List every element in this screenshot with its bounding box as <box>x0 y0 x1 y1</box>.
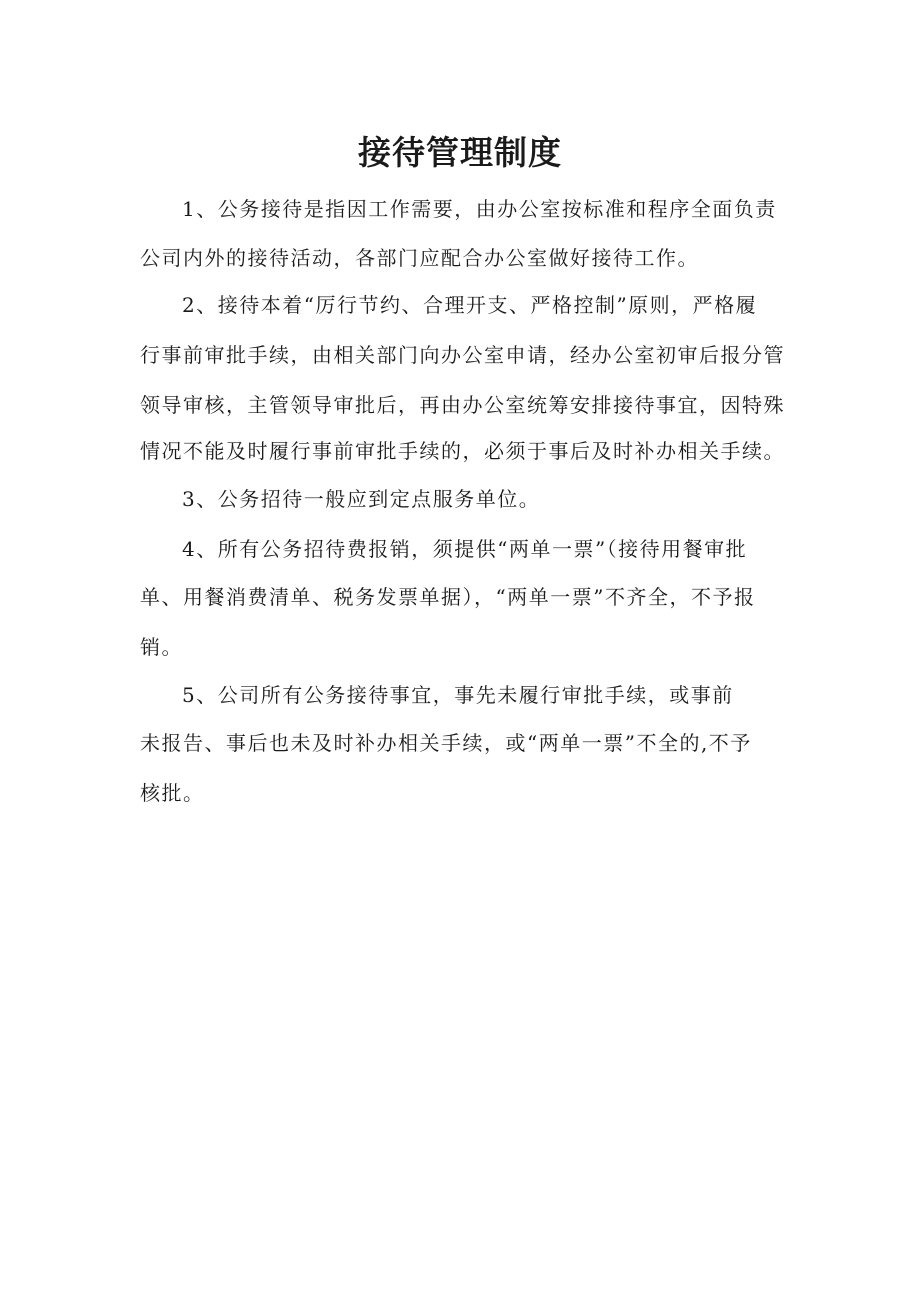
paragraph-4-line-1: 4、所有公务招待费报销，须提供“两单一票”（接待用餐审批 <box>182 537 748 561</box>
paragraph-1-line-2: 公司内外的接待活动，各部门应配合办公室做好接待工作。 <box>140 246 699 270</box>
paragraph-2-line-4: 情况不能及时履行事前审批手续的，必须于事后及时补办相关手续。 <box>140 439 785 463</box>
paragraph-2-line-2: 行事前审批手续，由相关部门向办公室申请，经办公室初审后报分管 <box>140 343 785 367</box>
paragraph-5-line-1: 5、公司所有公务接待事宜，事先未履行审批手续，或事前 <box>182 683 734 707</box>
paragraph-2-line-3: 领导审核，主管领导审批后，再由办公室统筹安排接待事宜，因特殊 <box>140 393 785 417</box>
paragraph-4-line-2: 单、用餐消费清单、税务发票单据），“两单一票”不齐全，不予报 <box>140 585 756 609</box>
paragraph-3-line-1: 3、公务招待一般应到定点服务单位。 <box>182 487 541 511</box>
paragraph-5-line-3: 核批。 <box>140 781 205 805</box>
paragraph-4-line-3: 销。 <box>140 635 183 659</box>
document-title: 接待管理制度 <box>358 133 562 172</box>
paragraph-1-line-1: 1、公务接待是指因工作需要，由办公室按标准和程序全面负责 <box>182 197 777 221</box>
paragraph-5-line-2: 未报告、事后也未及时补办相关手续，或“两单一票”不全的,不予 <box>140 731 752 755</box>
paragraph-2-line-1: 2、接待本着“厉行节约、合理开支、严格控制”原则，严格履 <box>182 293 758 317</box>
